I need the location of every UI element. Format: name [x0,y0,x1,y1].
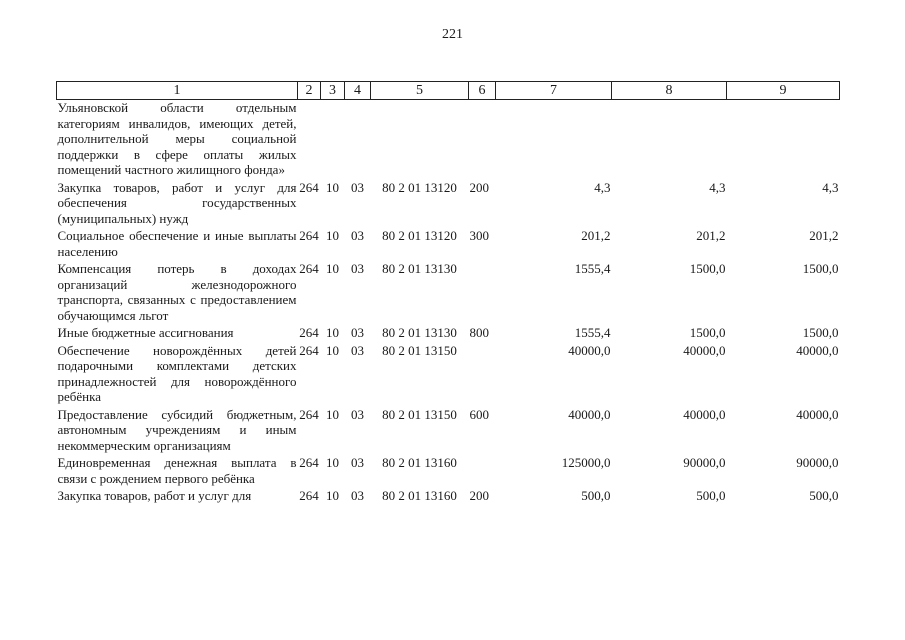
row-code-ministry: 264 [299,228,319,243]
row-code-target: 80 2 01 13120 [382,179,457,195]
row-value-col8: 4,3 [709,179,726,195]
table-row [57,407,840,456]
table-row [57,100,840,180]
row-value-col7: 4,3 [594,179,611,195]
row-code-subsection: 03 [351,261,364,276]
row-description: Ульяновской области отдельным категориям инвалидов, имеющих детей, дополнительной меры социальной поддержки в сфере оплаты жилых помещений частного жилищного фонда» [57,100,297,177]
row-value-col7: 500,0 [581,488,611,503]
row-description: Единовременная денежная выплата в связи с рождением первого ребёнка [57,455,297,486]
row-value-col8: 40000,0 [683,342,726,358]
row-code-section: 10 [326,342,339,358]
row-description: Компенсация потерь в доходах организаций железнодорожного транспорта, связанных с предоставлением обучающимся льгот [57,261,297,323]
row-code-ministry: 264 [299,261,319,276]
row-code-expense-type [469,261,496,325]
table-row [57,455,840,488]
row-code-ministry: 264 [299,488,319,503]
row-description: Предоставление субсидий бюджетным, автономным учреждениям и иным некоммерческим организациям [57,406,297,453]
row-value-col8: 1500,0 [689,261,726,276]
row-code-target: 80 2 01 13120 [382,228,457,243]
page-number: 221 [442,27,463,42]
row-code-expense-type: 200 [469,488,489,503]
column-header-1: 1 [57,82,298,100]
table-row [57,180,840,229]
row-code-subsection: 03 [351,179,364,195]
table-row [57,228,840,261]
row-code-ministry: 264 [299,406,319,422]
budget-table [56,81,840,506]
row-value-col7: 40000,0 [568,342,611,358]
row-code-expense-type: 300 [469,228,489,243]
row-code-expense-type [469,343,496,407]
row-code-target: 80 2 01 13150 [382,406,457,422]
row-code-section: 10 [326,406,339,422]
row-value-col8: 90000,0 [683,455,726,470]
row-code-section [321,100,345,180]
row-value-col7 [496,100,612,180]
column-header-5: 5 [371,82,469,100]
row-code-expense-type: 800 [469,325,489,340]
row-value-col7: 1555,4 [574,325,611,340]
row-value-col9: 40000,0 [796,406,839,422]
row-value-col8 [612,100,727,180]
row-code-section: 10 [326,179,339,195]
column-header-3: 3 [321,82,345,100]
row-value-col9: 1500,0 [802,261,839,276]
row-code-subsection: 03 [351,342,364,358]
column-header-8: 8 [612,82,727,100]
table-header-row [57,82,840,100]
row-value-col9: 40000,0 [796,342,839,358]
column-header-4: 4 [345,82,371,100]
row-code-section: 10 [326,455,339,470]
row-code-expense-type [469,455,496,488]
row-value-col7: 201,2 [581,228,611,243]
row-value-col8: 1500,0 [689,325,726,340]
row-code-target: 80 2 01 13130 [382,325,457,340]
row-value-col9: 90000,0 [796,455,839,470]
table-row [57,488,840,506]
row-code-section: 10 [326,228,339,243]
row-value-col9: 1500,0 [802,325,839,340]
row-code-ministry: 264 [299,179,319,195]
row-code-subsection: 03 [351,455,364,470]
row-code-ministry: 264 [299,342,319,358]
row-code-expense-type [469,100,496,180]
row-code-ministry [298,100,321,180]
row-code-expense-type: 200 [469,179,489,195]
row-value-col8: 40000,0 [683,406,726,422]
row-value-col9: 500,0 [809,488,839,503]
row-code-subsection: 03 [351,488,364,503]
row-value-col7: 125000,0 [561,455,611,470]
row-code-target: 80 2 01 13160 [382,455,457,470]
row-code-ministry: 264 [299,455,319,470]
row-code-section: 10 [326,261,339,276]
table-row [57,343,840,407]
row-value-col8: 201,2 [696,228,726,243]
row-code-target: 80 2 01 13130 [382,261,457,276]
row-description: Социальное обеспечение и иные выплаты населению [57,228,297,259]
row-value-col8: 500,0 [696,488,726,503]
row-code-subsection: 03 [351,406,364,422]
row-value-col9 [727,100,840,180]
column-header-7: 7 [496,82,612,100]
row-description: Обеспечение новорождённых детей подарочными комплектами детских принадлежностей для новорождённого ребёнка [57,342,297,404]
row-description: Закупка товаров, работ и услуг для [57,488,252,503]
row-code-subsection [345,100,371,180]
row-value-col9: 201,2 [809,228,839,243]
row-code-ministry: 264 [299,325,319,340]
table-row [57,325,840,343]
row-description: Иные бюджетные ассигнования [57,325,234,340]
row-code-subsection: 03 [351,228,364,243]
row-code-expense-type: 600 [469,406,489,422]
column-header-2: 2 [298,82,321,100]
row-value-col9: 4,3 [822,179,839,195]
row-code-section: 10 [326,488,339,503]
row-value-col7: 1555,4 [574,261,611,276]
row-code-target: 80 2 01 13150 [382,342,457,358]
row-description: Закупка товаров, работ и услуг для обеспечения государственных (муниципальных) нужд [57,179,297,226]
table-row [57,261,840,325]
row-code-target [371,100,469,180]
column-header-6: 6 [469,82,496,100]
row-code-target: 80 2 01 13160 [382,488,457,503]
column-header-9: 9 [727,82,840,100]
row-code-section: 10 [326,325,339,340]
row-value-col7: 40000,0 [568,406,611,422]
row-code-subsection: 03 [351,325,364,340]
